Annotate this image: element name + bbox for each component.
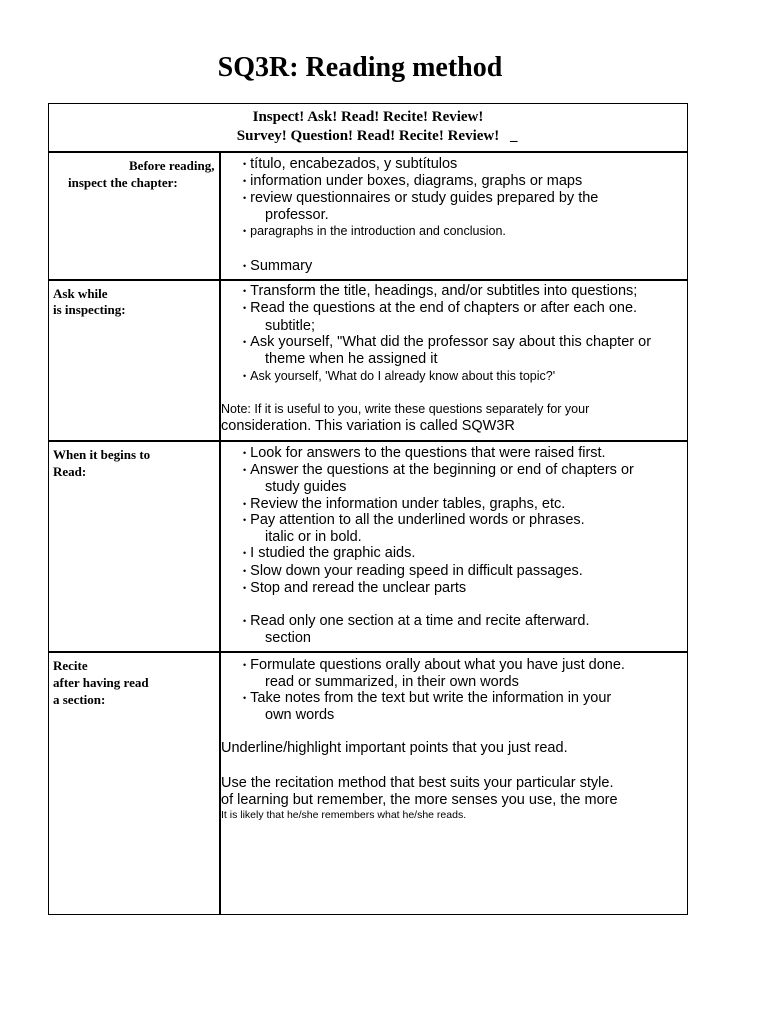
list-item: • paragraphs in the introduction and conclusion. <box>243 224 506 238</box>
list-item: • Pay attention to all the underlined words or phrases. <box>243 512 585 528</box>
list-item: • I studied the graphic aids. <box>243 545 416 561</box>
list-item: • Transform the title, headings, and/or subtitles into questions; <box>243 283 638 299</box>
header-line-2-text: Survey! Question! Read! Recite! Review! <box>236 128 500 144</box>
list-item: • Review the information under tables, graphs, etc. <box>243 496 566 512</box>
table-header <box>48 108 688 146</box>
recite-label-line-3: a section: <box>53 692 106 707</box>
list-item-continuation: own words <box>265 707 335 723</box>
bullet-icon: • <box>243 583 247 593</box>
list-item-continuation: professor. <box>265 207 329 223</box>
bullet-icon: • <box>243 693 247 703</box>
list-item: • Read only one section at a time and recite afterward. <box>243 613 590 629</box>
bullet-icon: • <box>243 193 247 203</box>
bullet-icon: • <box>243 303 247 313</box>
list-item: • Read the questions at the end of chapters or after each one. <box>243 300 638 316</box>
list-item: • Stop and reread the unclear parts <box>243 580 467 596</box>
bullet-icon: • <box>243 548 247 558</box>
recite-paragraph-1: Underline/highlight important points that you just read. <box>221 740 568 756</box>
list-item: • Ask yourself, "What did the professor say about this chapter or <box>243 334 652 350</box>
list-item-continuation: read or summarized, in their own words <box>265 674 519 690</box>
bullet-icon: • <box>243 448 247 458</box>
list-item-continuation: italic or in bold. <box>265 529 362 545</box>
list-item-continuation: section <box>265 630 311 646</box>
list-item: • Summary <box>243 258 313 274</box>
row-divider <box>48 279 688 281</box>
list-item: • título, encabezados, y subtítulos <box>243 156 458 172</box>
bullet-icon: • <box>243 337 247 347</box>
list-item: • review questionnaires or study guides prepared by the <box>243 190 599 206</box>
recite-paragraph-2-line-3: It is likely that he/she remembers what he/she reads. <box>221 809 467 821</box>
list-item-continuation: study guides <box>265 479 347 495</box>
read-label-line-2: Read: <box>53 464 87 479</box>
list-item: • Answer the questions at the beginning or end of chapters or <box>243 462 634 478</box>
header-line-2 <box>48 127 688 146</box>
read-label-line-1: When it begins to <box>53 447 151 462</box>
bullet-icon: • <box>243 261 247 271</box>
page-title: SQ3R: Reading method <box>217 52 503 83</box>
header-trail-underscore: _ <box>510 128 518 144</box>
list-item-continuation: subtitle; <box>265 318 315 334</box>
bullet-icon: • <box>243 465 247 475</box>
bullet-icon: • <box>243 286 247 296</box>
bullet-icon: • <box>243 371 247 381</box>
question-label-line-2: is inspecting: <box>53 302 126 317</box>
recite-label-line-1: Recite <box>53 658 88 673</box>
bullet-icon: • <box>243 176 247 186</box>
recite-label-line-2: after having read <box>53 675 149 690</box>
note-line-1: Note: If it is useful to you, write these questions separately for your <box>221 402 590 416</box>
bullet-icon: • <box>243 566 247 576</box>
bullet-icon: • <box>243 515 247 525</box>
row-divider <box>48 440 688 442</box>
list-item-continuation: theme when he assigned it <box>265 351 438 367</box>
header-line-1: Inspect! Ask! Read! Recite! Review! <box>252 109 484 125</box>
list-item: • Slow down your reading speed in difficult passages. <box>243 563 583 579</box>
survey-label-line-2: inspect the chapter: <box>68 175 178 190</box>
row-divider <box>48 651 688 653</box>
bullet-icon: • <box>243 159 247 169</box>
recite-paragraph-2-line-1: Use the recitation method that best suits your particular style. <box>221 775 614 791</box>
list-item: • information under boxes, diagrams, graphs or maps <box>243 173 583 189</box>
list-item: • Ask yourself, 'What do I already know about this topic?' <box>243 369 556 383</box>
row-divider <box>48 151 688 153</box>
bullet-icon: • <box>243 660 247 670</box>
bullet-icon: • <box>243 616 247 626</box>
question-label-line-1: Ask while <box>53 286 108 301</box>
survey-label-line-1: Before reading, <box>129 158 215 173</box>
note-line-2: consideration. This variation is called SQW3R <box>221 418 515 434</box>
recite-paragraph-2-line-2: of learning but remember, the more senses you use, the more <box>221 792 618 808</box>
list-item: • Formulate questions orally about what you have just done. <box>243 657 625 673</box>
bullet-icon: • <box>243 226 247 236</box>
bullet-icon: • <box>243 499 247 509</box>
list-item: • Look for answers to the questions that were raised first. <box>243 445 606 461</box>
list-item: • Take notes from the text but write the information in your <box>243 690 612 706</box>
